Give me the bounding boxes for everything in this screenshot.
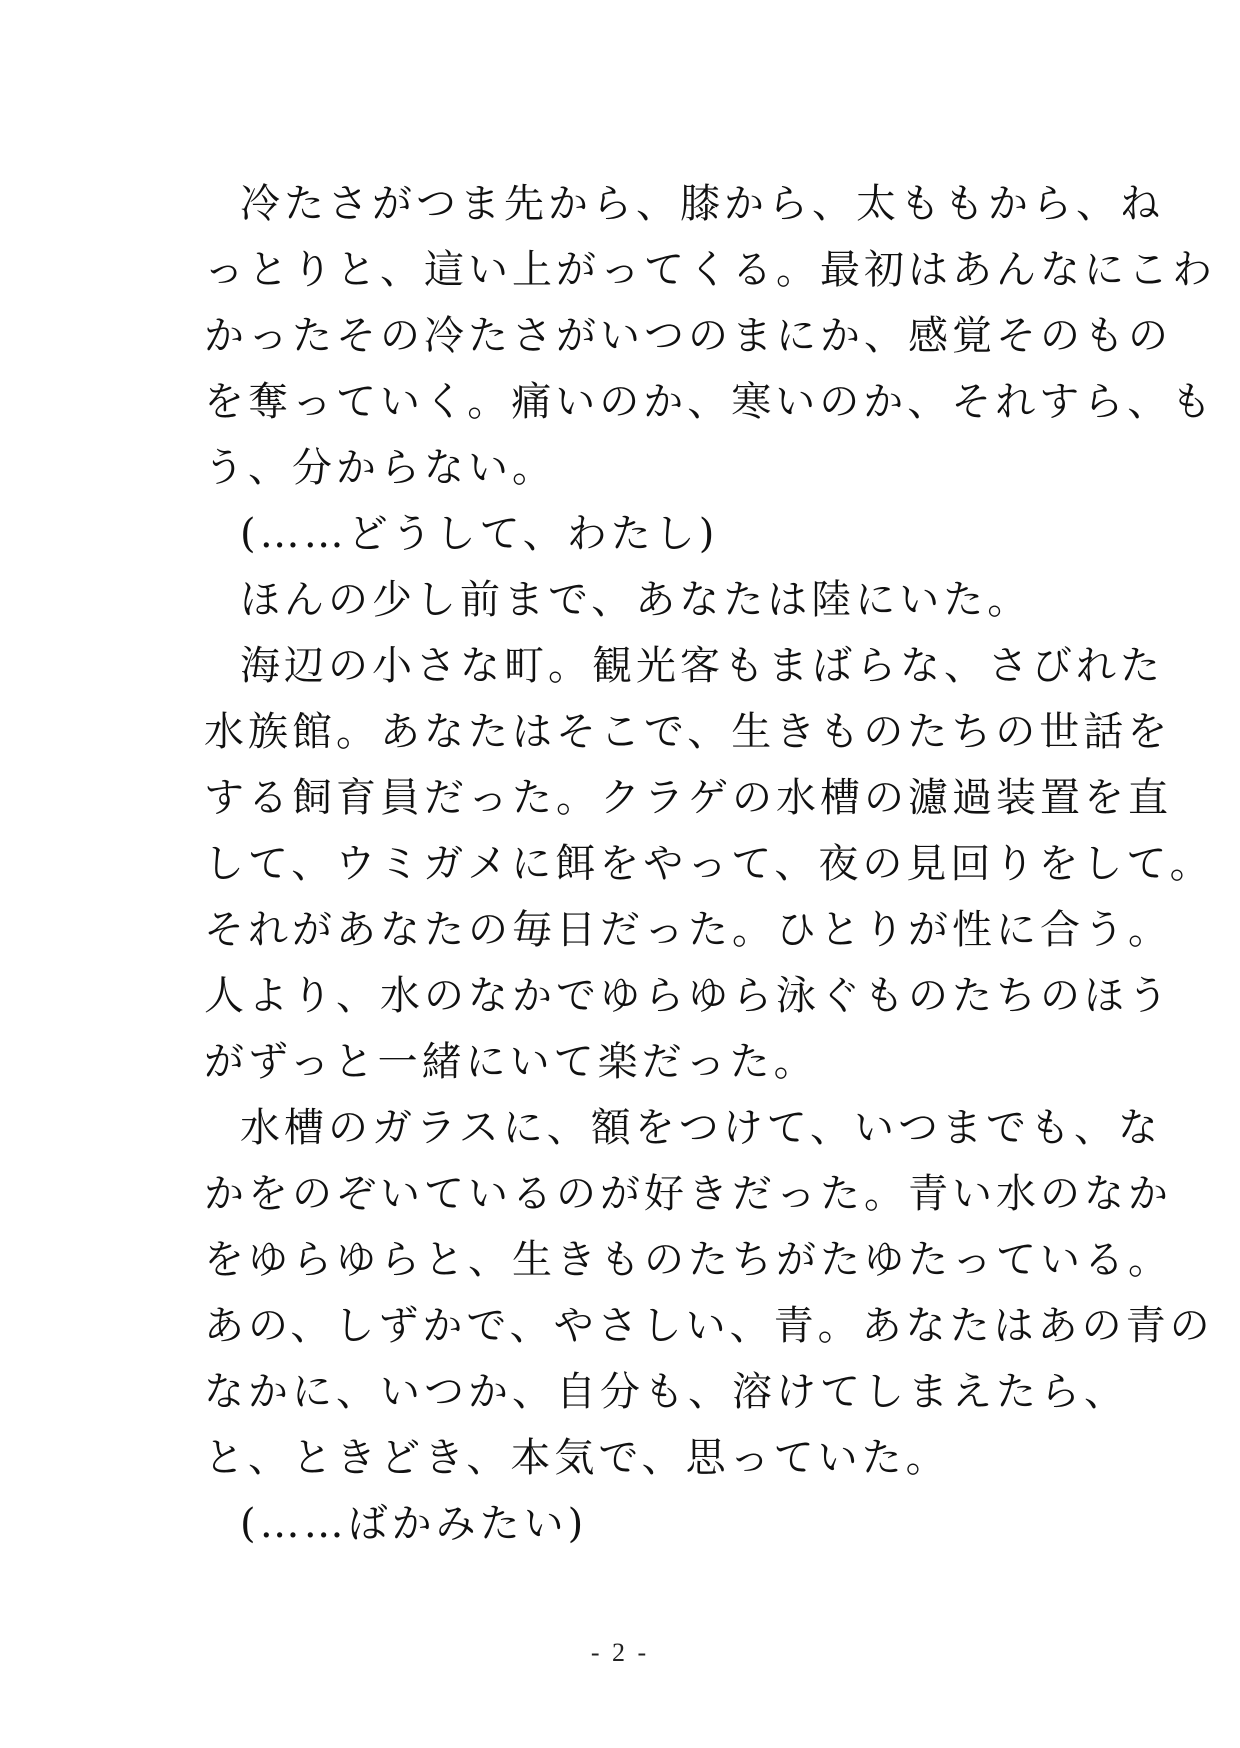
paragraph-6 [204, 1491, 1044, 1557]
text-line: して、ウミガメに餌をやって、夜の見回りをして。 [204, 841, 1214, 887]
paragraph-1 [204, 171, 1216, 501]
text-line: う、分からない。 [204, 445, 556, 491]
text-line: と、ときどき、本気で、思っていた。 [204, 1435, 950, 1481]
paragraph-3 [204, 567, 1044, 633]
text-line: 人より、水のなかでゆらゆら泳ぐものたちのほう [204, 973, 1172, 1019]
text-line: それがあなたの毎日だった。ひとりが性に合う。 [204, 907, 1172, 953]
text-line: 水槽のガラスに、額をつけて、いつまでも、な [240, 1105, 1162, 1151]
text-line: なかに、いつか、自分も、溶けてしまえたら、 [204, 1369, 1128, 1415]
text-line: (……どうして、わたし) [240, 511, 719, 557]
page-number: - 2 - [590, 1638, 650, 1667]
text-line: 冷たさがつま先から、膝から、太ももから、ね [240, 181, 1164, 227]
text-line: (……ばかみたい) [240, 1501, 588, 1547]
paragraph-4 [204, 633, 1214, 1095]
text-line: あの、しずかで、やさしい、青。あなたはあの青の [204, 1303, 1214, 1349]
paragraph-5 [204, 1095, 1214, 1491]
text-line: 海辺の小さな町。観光客もまばらな、さびれた [240, 643, 1164, 689]
text-line: ほんの少し前まで、あなたは陸にいた。 [240, 577, 1032, 623]
text-line: かったその冷たさがいつのまにか、感覚そのもの [204, 313, 1172, 359]
text-line: を奪っていく。痛いのか、寒いのか、それすら、も [204, 379, 1216, 425]
text-line: かをのぞいているのが好きだった。青い水のなか [204, 1171, 1172, 1217]
text-line: 水族館。あなたはそこで、生きものたちの世話を [204, 709, 1172, 755]
text-line: をゆらゆらと、生きものたちがたゆたっている。 [204, 1237, 1172, 1283]
text-line: っとりと、這い上がってくる。最初はあんなにこわ [204, 247, 1216, 293]
text-line: がずっと一緒にいて楽だった。 [204, 1039, 818, 1085]
paragraph-2 [204, 501, 1044, 567]
body-text [204, 171, 1216, 1557]
text-line: する飼育員だった。クラゲの水槽の濾過装置を直 [204, 775, 1172, 821]
